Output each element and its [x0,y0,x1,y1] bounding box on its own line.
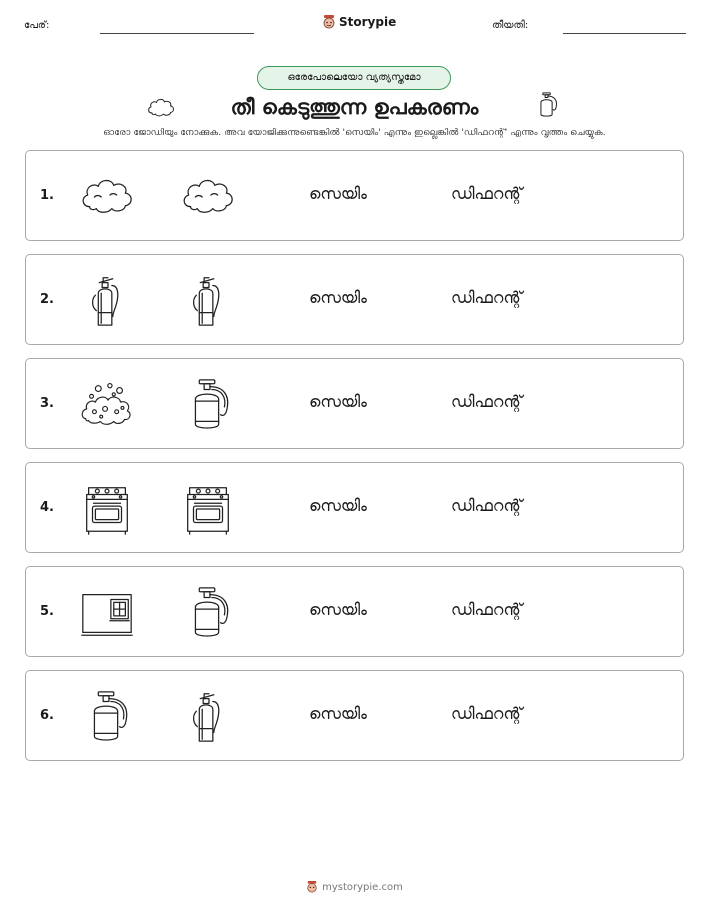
left-picture [78,377,136,433]
fire-extinguisher-icon [78,273,136,329]
question-row [25,150,684,241]
different-option[interactable]: ഡിഫറന്റ് [451,704,523,723]
question-number: 1. [40,188,54,203]
instructions: ഓരോ ജോഡിയും നോക്കുക. അവ യോജിക്കുന്നുണ്ടെങ്കിൽ 'സെയിം' എന്നും ഇല്ലെങ്കിൽ 'ഡിഫറന്റ്' എന്നും വൃത്തം ചെയ്യുക. [103,127,606,138]
question-number: 3. [40,396,54,411]
question-row [25,462,684,553]
different-option[interactable]: ഡിഫറന്റ് [451,496,523,515]
different-option[interactable]: ഡിഫറന്റ് [451,288,523,307]
footer-website[interactable]: mystorypie.com [322,881,403,893]
gas-cylinder-icon [78,689,136,745]
gas-cylinder-icon [179,585,237,641]
question-number: 6. [40,708,54,723]
left-picture [78,689,136,745]
right-picture [179,169,237,225]
different-option[interactable]: ഡിഫറന്റ് [451,184,523,203]
fire-extinguisher-icon [179,273,237,329]
storypie-mascot-icon [306,880,318,894]
same-option[interactable]: സെയിം [309,704,367,723]
same-option[interactable]: സെയിം [309,496,367,515]
right-picture [179,689,237,745]
brand-logo [322,14,396,30]
same-option[interactable]: സെയിം [309,600,367,619]
worksheet-header [0,14,709,38]
right-picture [179,273,237,329]
question-number: 4. [40,500,54,515]
date-line[interactable] [563,33,686,34]
left-picture [78,481,136,537]
smoke-cloud-icon [179,169,237,225]
question-row [25,566,684,657]
stove-icon [78,481,136,537]
question-row [25,358,684,449]
name-label: പേര്: [24,20,50,31]
same-option[interactable]: സെയിം [309,392,367,411]
question-row [25,254,684,345]
fire-extinguisher-icon [179,689,237,745]
same-option[interactable]: സെയിം [309,184,367,203]
brand-name: Storypie [339,15,397,29]
worksheet-type-badge: ഒരേപോലെയോ വ്യത്യസ്തമോ [257,66,451,90]
different-option[interactable]: ഡിഫറന്റ് [451,392,523,411]
page-title: തീ കെടുത്തുന്ന ഉപകരണം [230,95,479,119]
stove-icon [179,481,237,537]
question-number: 2. [40,292,54,307]
foam-icon [78,377,136,433]
name-line[interactable] [100,33,254,34]
different-option[interactable]: ഡിഫറന്റ് [451,600,523,619]
window-icon [78,585,136,641]
storypie-mascot-icon [322,14,336,30]
left-picture [78,273,136,329]
date-label: തീയതി: [492,20,529,31]
question-row [25,670,684,761]
gas-cylinder-icon [179,377,237,433]
smoke-cloud-icon [78,169,136,225]
right-picture [179,481,237,537]
title-extinguisher-icon [533,90,561,120]
right-picture [179,585,237,641]
right-picture [179,377,237,433]
same-option[interactable]: സെയിം [309,288,367,307]
question-number: 5. [40,604,54,619]
left-picture [78,585,136,641]
footer [0,880,709,894]
left-picture [78,169,136,225]
